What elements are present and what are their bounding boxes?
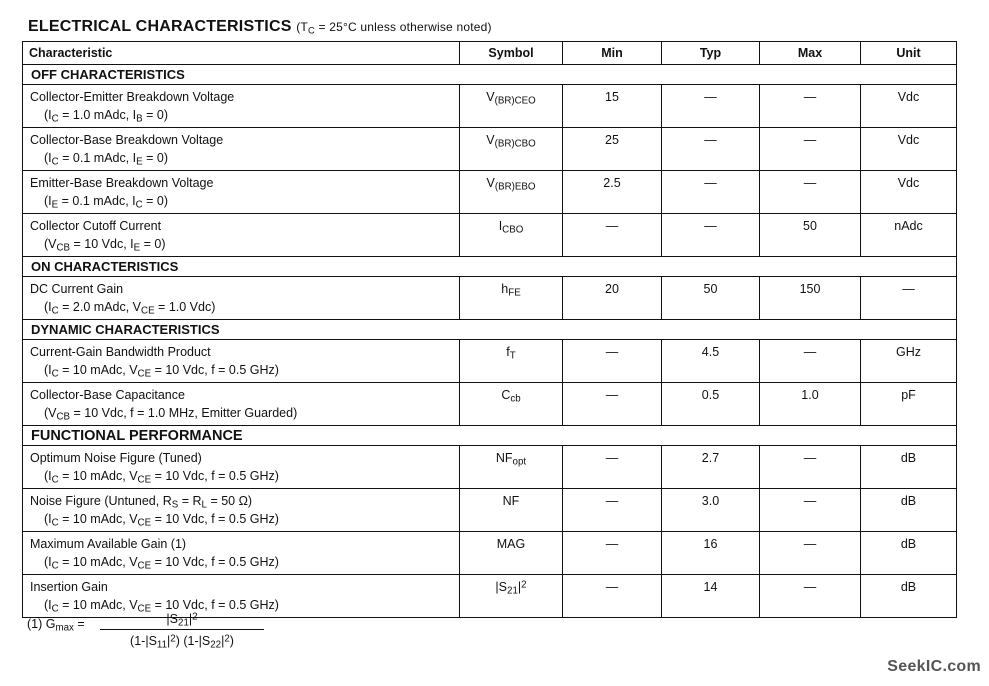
table-row	[23, 85, 957, 128]
param-cell	[23, 532, 460, 575]
unit-cell: GHz	[861, 340, 957, 383]
section-functional: FUNCTIONAL PERFORMANCE	[23, 426, 957, 446]
unit-cell: dB	[861, 532, 957, 575]
unit-cell: dB	[861, 446, 957, 489]
section-row	[23, 257, 957, 277]
header-min: Min	[563, 42, 662, 65]
table-row	[23, 446, 957, 489]
param-condition: ($I_C = 2.0$ mAdc, $V_{CE} = 1.0$ Vdc)	[44, 300, 216, 317]
watermark: SeekIC.com	[887, 658, 981, 675]
param-name: DC Current Gain	[30, 282, 124, 296]
param-cell	[23, 128, 460, 171]
header-unit: Unit	[861, 42, 957, 65]
max-cell: —	[760, 575, 861, 618]
max-cell: —	[760, 340, 861, 383]
max-cell: —	[760, 85, 861, 128]
param-name: Collector-Emitter Breakdown Voltage	[30, 90, 235, 104]
param-condition: ($V_{CB} = 10$ Vdc, f = 1.0 MHz, Emitter Guarded)	[44, 406, 298, 423]
symbol-cell: $h_{FE}$	[460, 277, 563, 320]
min-cell: —	[563, 532, 662, 575]
electrical-characteristics-table	[22, 41, 957, 618]
param-name: Maximum Available Gain (1)	[30, 537, 187, 551]
typ-cell: —	[662, 128, 760, 171]
unit-cell: Vdc	[861, 171, 957, 214]
param-condition: ($I_E = 0.1$ mAdc, $I_C = 0$)	[44, 194, 169, 211]
header-row	[23, 42, 957, 65]
min-cell: —	[563, 575, 662, 618]
symbol-cell: $C_{cb}$	[460, 383, 563, 426]
table-row	[23, 128, 957, 171]
header-typ: Typ	[662, 42, 760, 65]
unit-cell: Vdc	[861, 128, 957, 171]
title-condition: ($T_C = 25^\circ C$ unless otherwise noted)	[296, 20, 492, 36]
param-condition: ($I_C = 10$ mAdc, $V_{CE} = 10$ Vdc, f = 0.5 GHz)	[44, 469, 279, 486]
max-cell: —	[760, 171, 861, 214]
header-max: Max	[760, 42, 861, 65]
param-condition: ($I_C = 1.0$ mAdc, $I_B = 0$)	[44, 108, 169, 125]
param-cell	[23, 85, 460, 128]
unit-cell: dB	[861, 575, 957, 618]
unit-cell: Vdc	[861, 85, 957, 128]
param-condition: ($I_C = 10$ mAdc, $V_{CE} = 10$ Vdc, f = 0.5 GHz)	[44, 555, 279, 572]
param-condition: ($I_C = 10$ mAdc, $V_{CE} = 10$ Vdc, f = 0.5 GHz)	[44, 598, 279, 615]
param-name: Collector Cutoff Current	[30, 219, 162, 233]
section-on: ON CHARACTERISTICS	[23, 257, 957, 277]
symbol-cell: MAG	[460, 532, 563, 575]
min-cell: 2.5	[563, 171, 662, 214]
fraction-numerator: $|S_{21}|^2$	[166, 611, 198, 629]
section-dynamic: DYNAMIC CHARACTERISTICS	[23, 320, 957, 340]
param-name: Insertion Gain	[30, 580, 108, 594]
param-cell	[23, 340, 460, 383]
fraction-denominator: $(1-|S_{11}|^2)$ $(1-|S_{22}|^2)$	[130, 633, 234, 651]
max-cell: —	[760, 128, 861, 171]
unit-cell: —	[861, 277, 957, 320]
header-characteristic: Characteristic	[23, 42, 460, 65]
typ-cell: 16	[662, 532, 760, 575]
max-cell: —	[760, 489, 861, 532]
table-row	[23, 383, 957, 426]
symbol-cell: $V_{(BR)EBO}$	[460, 171, 563, 214]
max-cell: 150	[760, 277, 861, 320]
table-row	[23, 340, 957, 383]
param-cell	[23, 446, 460, 489]
param-cell	[23, 171, 460, 214]
max-cell: 1.0	[760, 383, 861, 426]
param-cell	[23, 489, 460, 532]
max-cell: —	[760, 532, 861, 575]
param-name: Emitter-Base Breakdown Voltage	[30, 176, 214, 190]
min-cell: —	[563, 489, 662, 532]
typ-cell: —	[662, 214, 760, 257]
param-name: Noise Figure (Untuned, $R_S = R_L = 50$ Ω)	[30, 494, 253, 511]
table-title	[28, 18, 492, 36]
symbol-cell: $V_{(BR)CEO}$	[460, 85, 563, 128]
typ-cell: 50	[662, 277, 760, 320]
symbol-cell: $|S_{21}|^2$	[460, 575, 563, 618]
typ-cell: 14	[662, 575, 760, 618]
min-cell: 15	[563, 85, 662, 128]
typ-cell: 4.5	[662, 340, 760, 383]
param-condition: ($I_C = 10$ mAdc, $V_{CE} = 10$ Vdc, f = 0.5 GHz)	[44, 512, 279, 529]
section-row	[23, 320, 957, 340]
table-row	[23, 214, 957, 257]
max-cell: —	[760, 446, 861, 489]
param-name: Current-Gain Bandwidth Product	[30, 345, 211, 359]
unit-cell: nAdc	[861, 214, 957, 257]
symbol-cell: $NF_{opt}$	[460, 446, 563, 489]
symbol-cell: NF	[460, 489, 563, 532]
param-condition: ($I_C = 10$ mAdc, $V_{CE} = 10$ Vdc, f = 0.5 GHz)	[44, 363, 279, 380]
table-row	[23, 489, 957, 532]
typ-cell: —	[662, 85, 760, 128]
max-cell: 50	[760, 214, 861, 257]
min-cell: 20	[563, 277, 662, 320]
symbol-cell: $V_{(BR)CBO}$	[460, 128, 563, 171]
section-row	[23, 65, 957, 85]
table-row	[23, 171, 957, 214]
table-row	[23, 532, 957, 575]
unit-cell: pF	[861, 383, 957, 426]
section-row	[23, 426, 957, 446]
unit-cell: dB	[861, 489, 957, 532]
typ-cell: 3.0	[662, 489, 760, 532]
symbol-cell: $I_{CBO}$	[460, 214, 563, 257]
table-row	[23, 277, 957, 320]
param-name: Optimum Noise Figure (Tuned)	[30, 451, 202, 465]
param-condition: ($V_{CB} = 10$ Vdc, $I_E = 0$)	[44, 237, 166, 254]
min-cell: —	[563, 214, 662, 257]
header-symbol: Symbol	[460, 42, 563, 65]
symbol-cell: $f_T$	[460, 340, 563, 383]
footnote-fraction	[100, 611, 264, 651]
param-cell	[23, 277, 460, 320]
typ-cell: 2.7	[662, 446, 760, 489]
param-name: Collector-Base Breakdown Voltage	[30, 133, 224, 147]
param-cell	[23, 383, 460, 426]
param-cell	[23, 214, 460, 257]
min-cell: —	[563, 446, 662, 489]
title-text: ELECTRICAL CHARACTERISTICS	[28, 18, 292, 35]
footnote-label: (1) $G_{max}$ =	[27, 617, 85, 634]
section-off: OFF CHARACTERISTICS	[23, 65, 957, 85]
min-cell: —	[563, 340, 662, 383]
min-cell: 25	[563, 128, 662, 171]
param-condition: ($I_C = 0.1$ mAdc, $I_E = 0$)	[44, 151, 169, 168]
typ-cell: —	[662, 171, 760, 214]
min-cell: —	[563, 383, 662, 426]
typ-cell: 0.5	[662, 383, 760, 426]
param-name: Collector-Base Capacitance	[30, 388, 185, 402]
